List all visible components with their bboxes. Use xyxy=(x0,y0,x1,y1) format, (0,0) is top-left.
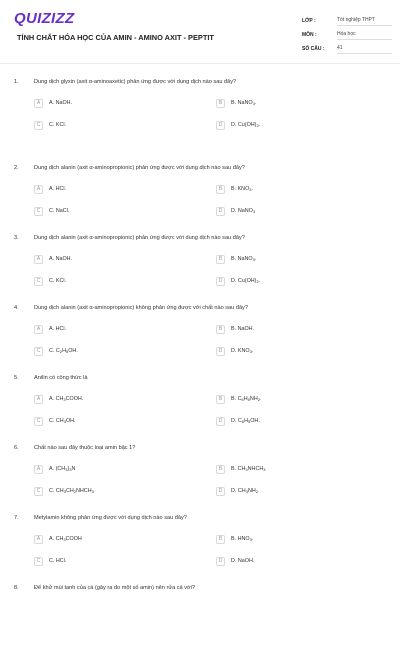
answer-option-c[interactable] xyxy=(34,556,66,566)
option-text: D. $Cu(OH)_2$. xyxy=(231,122,261,128)
option-letter-badge: D xyxy=(216,487,225,496)
option-text: A. HCl. xyxy=(49,186,67,192)
question-number: 8. xyxy=(14,585,19,591)
answer-option-c[interactable] xyxy=(34,486,94,496)
answer-option-c[interactable] xyxy=(34,346,78,356)
option-text: C. NaCl. xyxy=(49,208,70,214)
question-item xyxy=(0,585,400,655)
option-letter-badge: D xyxy=(216,277,225,286)
question-number: 2. xyxy=(14,165,19,171)
option-text: D. $CH_3NH_2$ xyxy=(231,488,259,494)
question-number: 5. xyxy=(14,375,19,381)
question-number: 7. xyxy=(14,515,19,521)
option-letter-badge: A xyxy=(34,395,43,404)
meta-label-count: SỐ CÂU : xyxy=(302,46,325,52)
answer-option-b[interactable] xyxy=(216,464,266,474)
option-text: C. KCl. xyxy=(49,278,67,284)
answer-option-a[interactable] xyxy=(34,98,72,108)
worksheet-title: TÍNH CHẤT HÓA HỌC CỦA AMIN - AMINO AXIT - PEPTIT xyxy=(17,33,214,42)
option-letter-badge: C xyxy=(34,207,43,216)
answer-option-c[interactable] xyxy=(34,120,66,130)
option-letter-badge: A xyxy=(34,185,43,194)
answer-option-a[interactable] xyxy=(34,254,72,264)
question-number: 1. xyxy=(14,79,19,85)
answer-option-c[interactable] xyxy=(34,416,76,426)
quizizz-logo: QUIZIZZ xyxy=(14,10,75,27)
answer-option-d[interactable] xyxy=(216,120,260,130)
answer-option-b[interactable] xyxy=(216,98,256,108)
option-text: A. $CH_3COOH$ xyxy=(49,536,82,542)
meta-value-count: 41 xyxy=(337,45,392,54)
option-text: A. NaOH. xyxy=(49,100,73,106)
option-letter-badge: A xyxy=(34,99,43,108)
answer-option-b[interactable] xyxy=(216,394,261,404)
meta-label-class: LỚP : xyxy=(302,18,316,24)
option-letter-badge: A xyxy=(34,465,43,474)
question-text: Dung dịch alanin (axit α-aminopropionic) phản ứng được với dung dịch nào sau đây? xyxy=(34,165,245,171)
option-text: B. NaOH. xyxy=(231,326,255,332)
option-text: C. $C_2H_5OH$. xyxy=(49,348,78,354)
worksheet-meta xyxy=(302,14,392,56)
option-letter-badge: B xyxy=(216,535,225,544)
option-text: C. $CH_3OH$. xyxy=(49,418,76,424)
option-text: C. HCl. xyxy=(49,558,67,564)
option-letter-badge: A xyxy=(34,535,43,544)
answer-option-b[interactable] xyxy=(216,254,256,264)
option-letter-badge: D xyxy=(216,347,225,356)
question-text: Chất nào sau đây thuộc loại amin bậc 1? xyxy=(34,445,136,451)
question-text: Anilin có công thức là xyxy=(34,375,88,381)
question-text: Để khử mùi tanh của cá (gây ra do một số amin) nên rửa cá với? xyxy=(34,585,196,591)
question-item xyxy=(0,375,400,445)
question-item xyxy=(0,445,400,515)
option-text: B. $KNO_3$. xyxy=(231,186,254,192)
question-text: Dung dịch alanin (axit α-aminopropionic) không phản ứng được với chất nào sau đây? xyxy=(34,305,248,311)
question-text: Dung dịch glyxin (axit α-aminoaxetic) phản ứng được với dung dịch nào sau đây? xyxy=(34,79,237,85)
header-divider xyxy=(0,63,400,64)
option-letter-badge: D xyxy=(216,557,225,566)
answer-option-c[interactable] xyxy=(34,276,66,286)
question-number: 6. xyxy=(14,445,19,451)
option-letter-badge: C xyxy=(34,557,43,566)
answer-option-d[interactable] xyxy=(216,206,255,216)
question-item xyxy=(0,79,400,149)
option-text: A. HCl. xyxy=(49,326,67,332)
option-text: B. NaNO$_3$. xyxy=(231,100,257,106)
option-letter-badge: C xyxy=(34,347,43,356)
answer-option-d[interactable] xyxy=(216,346,253,356)
option-text: C. KCl. xyxy=(49,122,67,128)
meta-label-subject: MÔN : xyxy=(302,32,317,38)
option-letter-badge: B xyxy=(216,99,225,108)
answer-option-a[interactable] xyxy=(34,464,75,474)
option-letter-badge: D xyxy=(216,417,225,426)
option-text: D. $Cu(OH)_2$. xyxy=(231,278,261,284)
question-item xyxy=(0,165,400,235)
option-text: D. NaOH. xyxy=(231,558,255,564)
option-letter-badge: B xyxy=(216,395,225,404)
option-text: C. $CH_3CH_2NHCH_3$ xyxy=(49,488,94,494)
option-letter-badge: C xyxy=(34,487,43,496)
answer-option-a[interactable] xyxy=(34,324,66,334)
answer-option-c[interactable] xyxy=(34,206,69,216)
option-letter-badge: D xyxy=(216,207,225,216)
option-text: A. $CH_3COOH$. xyxy=(49,396,84,402)
answer-option-b[interactable] xyxy=(216,534,253,544)
option-letter-badge: A xyxy=(34,325,43,334)
option-text: D. $C_6H_5OH$. xyxy=(231,418,260,424)
answer-option-d[interactable] xyxy=(216,486,258,496)
answer-option-a[interactable] xyxy=(34,184,66,194)
option-text: A. NaOH. xyxy=(49,256,73,262)
option-letter-badge: C xyxy=(34,121,43,130)
option-letter-badge: A xyxy=(34,255,43,264)
option-text: B. $CH_3NHCH_3$ xyxy=(231,466,266,472)
option-text: B. $HNO_3$. xyxy=(231,536,254,542)
option-letter-badge: C xyxy=(34,417,43,426)
answer-option-d[interactable] xyxy=(216,416,260,426)
option-text: B. NaNO$_3$. xyxy=(231,256,257,262)
answer-option-d[interactable] xyxy=(216,556,254,566)
option-letter-badge: D xyxy=(216,121,225,130)
option-text: D. $KNO_3$. xyxy=(231,348,254,354)
question-text: Dung dịch alanin (axit α-aminopropionic) phản ứng được với dung dịch nào sau đây? xyxy=(34,235,245,241)
answer-option-a[interactable] xyxy=(34,394,83,404)
worksheet-header xyxy=(0,0,400,68)
answer-option-b[interactable] xyxy=(216,184,253,194)
option-letter-badge: B xyxy=(216,185,225,194)
question-number: 3. xyxy=(14,235,19,241)
meta-row-subject xyxy=(302,28,392,42)
option-letter-badge: B xyxy=(216,255,225,264)
question-item xyxy=(0,235,400,305)
question-number: 4. xyxy=(14,305,19,311)
option-letter-badge: B xyxy=(216,325,225,334)
answer-option-b[interactable] xyxy=(216,324,254,334)
option-text: B. $C_6H_5NH_2$. xyxy=(231,396,262,402)
meta-row-class xyxy=(302,14,392,28)
question-item xyxy=(0,515,400,585)
option-text: A. $(CH_3)_3N$ xyxy=(49,466,76,472)
meta-value-class: Tốt nghiệp THPT xyxy=(337,17,392,26)
answer-option-a[interactable] xyxy=(34,534,82,544)
meta-value-subject: Hóa học xyxy=(337,31,392,40)
option-letter-badge: B xyxy=(216,465,225,474)
question-item xyxy=(0,305,400,375)
option-text: D. NaNO$_3$ xyxy=(231,208,256,214)
meta-row-count xyxy=(302,42,392,56)
question-text: Metylamin không phản ứng được với dụng dịch nào sau đây? xyxy=(34,515,187,521)
answer-option-d[interactable] xyxy=(216,276,260,286)
option-letter-badge: C xyxy=(34,277,43,286)
